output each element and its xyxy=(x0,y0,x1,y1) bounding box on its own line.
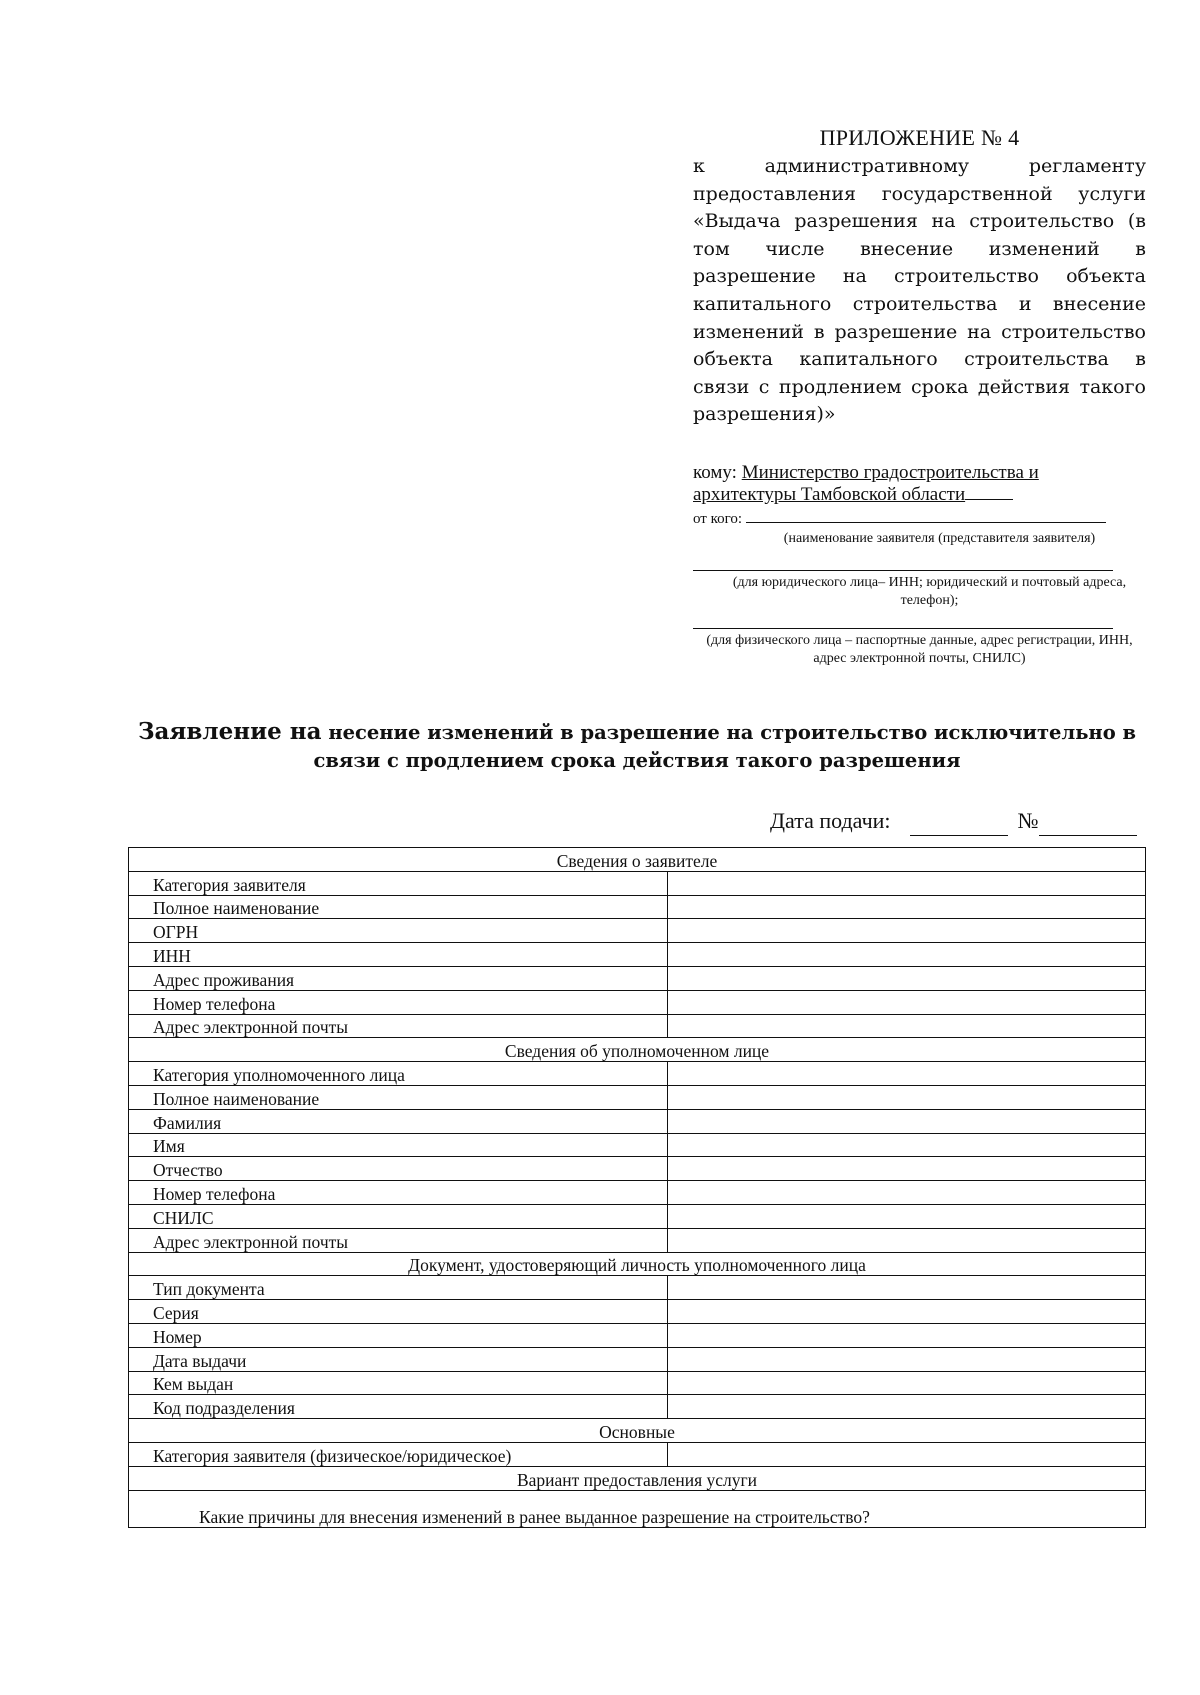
date-label: Дата подачи: xyxy=(770,808,891,833)
table-row xyxy=(129,1109,1146,1133)
number-label: № xyxy=(1017,808,1039,833)
table-row xyxy=(129,871,1146,895)
row-label: Номер телефона xyxy=(129,1181,668,1205)
row-value-field[interactable] xyxy=(668,1133,1146,1157)
table-row xyxy=(129,1085,1146,1109)
row-value-field[interactable] xyxy=(668,990,1146,1014)
table-row xyxy=(129,1347,1146,1371)
row-label: Кем выдан xyxy=(129,1371,668,1395)
row-value-field[interactable] xyxy=(668,1204,1146,1228)
row-label: Фамилия xyxy=(129,1109,668,1133)
row-value-field[interactable] xyxy=(668,943,1146,967)
table-row xyxy=(129,1133,1146,1157)
row-label: ОГРН xyxy=(129,919,668,943)
row-label: Номер телефона xyxy=(129,990,668,1014)
table-row xyxy=(129,1062,1146,1086)
hint-applicant: (наименование заявителя (представителя заявителя) xyxy=(783,531,1096,546)
row-label: Полное наименование xyxy=(129,1085,668,1109)
table-row xyxy=(129,1204,1146,1228)
from-field[interactable] xyxy=(746,508,1106,523)
to-label: кому: xyxy=(693,462,737,483)
addressee-to-line2 xyxy=(693,484,1146,506)
form-title xyxy=(128,718,1146,775)
appendix-text: к административному регламенту предоставления государственной услуги «Выдача разрешения на строительство (в том числе внесение изменений в разрешение на строительство объекта капитального строительства и внесение изменений в разрешение на строительство объекта капитального строительства в связи с продлением срока действия такого разрешения)» xyxy=(693,155,1146,426)
row-label: Полное наименование xyxy=(129,895,668,919)
row-value-field[interactable] xyxy=(668,1323,1146,1347)
table-row xyxy=(129,990,1146,1014)
row-value-field[interactable] xyxy=(668,871,1146,895)
submission-date-row xyxy=(770,806,1146,836)
table-row xyxy=(129,1228,1146,1252)
row-label: Категория заявителя xyxy=(129,871,668,895)
section-id-document: Документ, удостоверяющий личность уполномоченного лица xyxy=(129,1252,1146,1276)
row-label: Дата выдачи xyxy=(129,1347,668,1371)
table-row xyxy=(129,1395,1146,1419)
table-row xyxy=(129,1371,1146,1395)
to-line2: архитектуры Тамбовской области xyxy=(693,484,966,505)
row-value-field[interactable] xyxy=(668,1371,1146,1395)
row-value-field[interactable] xyxy=(668,1157,1146,1181)
section-service-variant: Вариант предоставления услуги xyxy=(129,1466,1146,1490)
table-row xyxy=(129,943,1146,967)
table-row xyxy=(129,895,1146,919)
from-label: от кого: xyxy=(693,511,743,527)
application-table xyxy=(128,847,1146,1528)
appendix-title: ПРИЛОЖЕНИЕ № 4 xyxy=(819,125,1020,150)
table-row xyxy=(129,1300,1146,1324)
row-label: Отчество xyxy=(129,1157,668,1181)
row-label: Категория уполномоченного лица xyxy=(129,1062,668,1086)
hint-legal: (для юридического лица– ИНН; юридический и почтовый адреса, телефон); xyxy=(732,575,1127,608)
table-row xyxy=(129,966,1146,990)
row-label: СНИЛС xyxy=(129,1204,668,1228)
row-label: Адрес электронной почты xyxy=(129,1228,668,1252)
row-value-field[interactable] xyxy=(668,1276,1146,1300)
row-value-field[interactable] xyxy=(668,919,1146,943)
row-label: Категория заявителя (физическое/юридическое) xyxy=(129,1442,668,1466)
legal-field-line[interactable] xyxy=(693,570,1113,571)
table-row xyxy=(129,1014,1146,1038)
row-value-field[interactable] xyxy=(668,895,1146,919)
section-representative: Сведения об уполномоченном лице xyxy=(129,1038,1146,1062)
row-label: Серия xyxy=(129,1300,668,1324)
table-row xyxy=(129,1157,1146,1181)
section-main: Основные xyxy=(129,1419,1146,1443)
row-value-field[interactable] xyxy=(668,1014,1146,1038)
row-label: ИНН xyxy=(129,943,668,967)
to-line1: Министерство градостроительства и xyxy=(741,462,1039,483)
row-value-field[interactable] xyxy=(668,1300,1146,1324)
table-row xyxy=(129,1323,1146,1347)
number-field[interactable] xyxy=(1039,813,1137,836)
table-row xyxy=(129,1181,1146,1205)
row-value-field[interactable] xyxy=(668,1395,1146,1419)
individual-field-line[interactable] xyxy=(693,628,1113,629)
date-field[interactable] xyxy=(910,813,1008,836)
hint-individual: (для физического лица – паспортные данные, адрес регистрации, ИНН, адрес электронной почты, СНИЛС) xyxy=(706,633,1133,666)
addressee-to xyxy=(693,462,1146,484)
row-label: Номер xyxy=(129,1323,668,1347)
form-title-rest: несение изменений в разрешение на строительство исключительно в связи с продлением срока действия такого разрешения xyxy=(313,721,1137,772)
row-value-field[interactable] xyxy=(668,1085,1146,1109)
row-label: Тип документа xyxy=(129,1276,668,1300)
row-value-field[interactable] xyxy=(668,1442,1146,1466)
row-value-field[interactable] xyxy=(668,1347,1146,1371)
table-row xyxy=(129,919,1146,943)
addressee-block xyxy=(693,462,1146,668)
row-label: Код подразделения xyxy=(129,1395,668,1419)
table-row xyxy=(129,1276,1146,1300)
table-row xyxy=(129,1442,1146,1466)
reason-question[interactable]: Какие причины для внесения изменений в ранее выданное разрешение на строительство? xyxy=(129,1490,1146,1527)
form-title-lead: Заявление на xyxy=(137,718,322,745)
appendix-header xyxy=(693,124,1146,429)
row-label: Адрес проживания xyxy=(129,966,668,990)
addressee-from xyxy=(693,508,1146,530)
row-label: Имя xyxy=(129,1133,668,1157)
row-value-field[interactable] xyxy=(668,1062,1146,1086)
section-applicant: Сведения о заявителе xyxy=(129,848,1146,872)
row-value-field[interactable] xyxy=(668,966,1146,990)
row-value-field[interactable] xyxy=(668,1228,1146,1252)
row-label: Адрес электронной почты xyxy=(129,1014,668,1038)
row-value-field[interactable] xyxy=(668,1181,1146,1205)
row-value-field[interactable] xyxy=(668,1109,1146,1133)
